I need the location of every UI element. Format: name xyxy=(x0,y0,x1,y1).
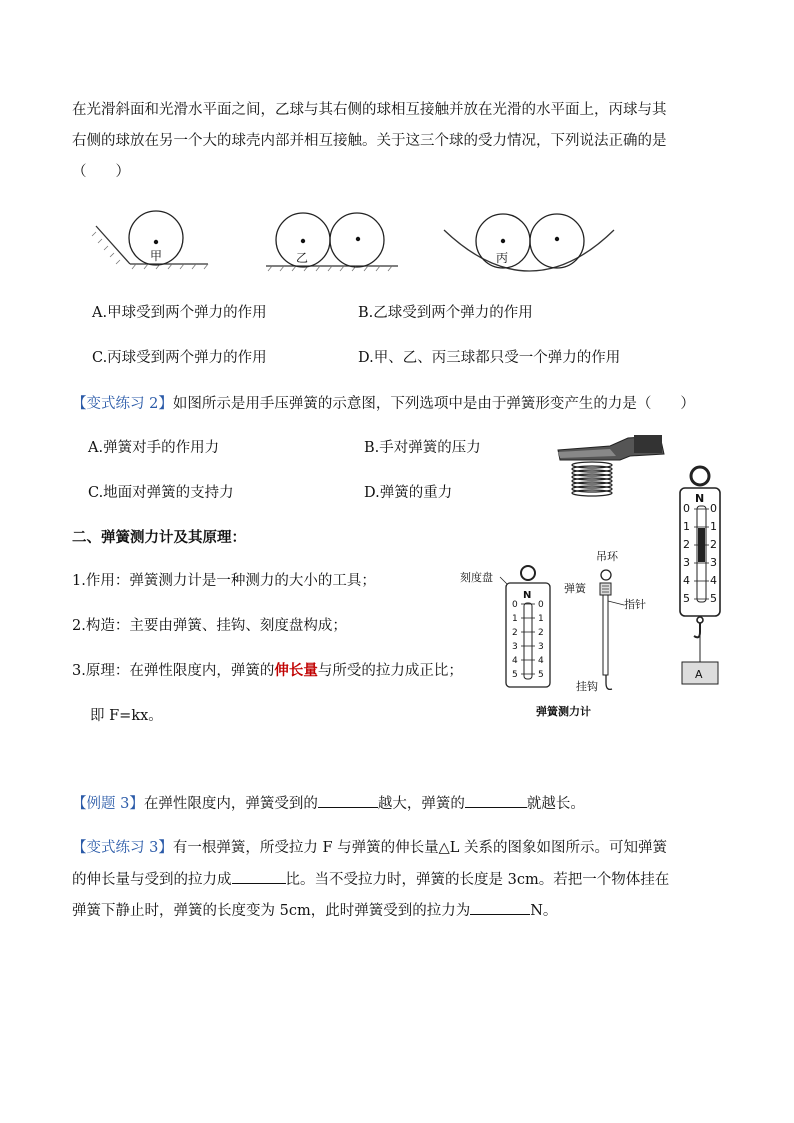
hook-label: 挂钩 xyxy=(576,680,598,693)
q3-line-3 xyxy=(72,900,557,921)
scale-tick-label: 3 xyxy=(683,556,690,569)
q3-line3-pre: 弹簧下静止时，弹簧的长度变为 5cm，此时弹簧受到的拉力为 xyxy=(72,903,471,919)
answer-blank-3[interactable] xyxy=(232,869,286,884)
scale-tick-label: 1 xyxy=(683,520,690,533)
q3-line2-post: 比。当不受拉力时，弹簧的长度是 3cm。若把一个物体挂在 xyxy=(285,872,670,888)
scale-tick-label: 4 xyxy=(538,656,544,666)
scale-tick-label: 5 xyxy=(512,670,518,680)
yi-label: 乙 xyxy=(296,251,309,265)
q3-line-1 xyxy=(72,838,667,858)
bing-ball-figure xyxy=(444,214,614,271)
q3-line3-post: N。 xyxy=(530,903,558,919)
ex3-part1: 在弹性限度内，弹簧受到的 xyxy=(143,796,318,812)
jia-ball-figure xyxy=(92,211,208,269)
q2-option-a: A.弹簧对手的作用力 xyxy=(88,440,220,456)
scale-tick-label: 5 xyxy=(710,592,717,605)
ex3-part2: 越大，弹簧的 xyxy=(377,796,465,812)
section-item-3 xyxy=(72,661,463,681)
q2-option-d: D.弹簧的重力 xyxy=(364,485,453,501)
block-label: A xyxy=(695,668,703,681)
question-text-line-2: 右侧的球放在另一个大的球壳内部并相互接触。关于这三个球的受力情况，下列说法正确的是 xyxy=(72,133,667,149)
pointer-label: 指针 xyxy=(624,598,646,611)
answer-blank-4[interactable] xyxy=(470,900,530,915)
answer-blank-1[interactable] xyxy=(318,793,378,808)
q2-prompt xyxy=(72,394,695,414)
scale-tick-label: 2 xyxy=(683,538,690,551)
scale-tick-label: 1 xyxy=(512,614,518,624)
ball-diagram xyxy=(0,0,794,300)
dial-label: 刻度盘 xyxy=(460,571,493,584)
ring-label: 吊环 xyxy=(596,550,618,563)
item-3-highlight: 伸长量 xyxy=(274,662,318,679)
meter-n: N xyxy=(523,590,532,601)
q2-option-c: C.地面对弹簧的支持力 xyxy=(88,485,234,501)
scale-tick-label: 5 xyxy=(538,670,544,680)
q2-text: 如图所示是用手压弹簧的示意图，下列选项中是由于弹簧形变产生的力是（ ） xyxy=(172,396,695,412)
scale-tick-label: 5 xyxy=(683,592,690,605)
option-d: D.甲、乙、丙三球都只受一个弹力的作用 xyxy=(358,350,621,366)
hand-spring-figure xyxy=(550,432,670,504)
answer-parentheses: （ ） xyxy=(72,164,130,180)
example-3 xyxy=(72,793,585,814)
scale-tick-label: 0 xyxy=(683,502,690,515)
scale-tick-label: 4 xyxy=(512,656,518,666)
scale-tick-label: 3 xyxy=(538,642,544,652)
q3-line1-text: 有一根弹簧，所受拉力 F 与弹簧的伸长量△L 关系的图象如图所示。可知弹簧 xyxy=(172,840,668,856)
caption-label: 弹簧测力计 xyxy=(536,705,591,718)
scale-tick-label: 3 xyxy=(512,642,518,652)
scale-tick-label: 2 xyxy=(512,628,518,638)
scale-tick-label: 1 xyxy=(538,614,544,624)
q3-line-2 xyxy=(72,869,669,890)
scale-tick-label: 3 xyxy=(710,556,717,569)
q3-tag: 【变式练习 3】 xyxy=(72,840,173,856)
section-item-1: 1.作用：弹簧测力计是一种测力的大小的工具； xyxy=(72,573,376,589)
bing-label: 丙 xyxy=(496,251,509,265)
scale-tick-label: 1 xyxy=(710,520,717,533)
answer-blank-2[interactable] xyxy=(465,793,527,808)
jia-label: 甲 xyxy=(150,249,163,263)
hanging-meter-figure xyxy=(670,460,740,690)
spring-label: 弹簧 xyxy=(564,582,586,595)
scale-tick-label: 4 xyxy=(710,574,717,587)
q3-line2-pre: 的伸长量与受到的拉力成 xyxy=(72,872,232,888)
hanging-meter-n: N xyxy=(695,492,705,505)
scale-tick-label: 0 xyxy=(512,600,518,610)
question-text-line-1: 在光滑斜面和光滑水平面之间，乙球与其右侧的球相互接触并放在光滑的水平面上，丙球与其 xyxy=(72,102,667,118)
option-b: B.乙球受到两个弹力的作用 xyxy=(358,305,533,321)
scale-tick-label: 2 xyxy=(538,628,544,638)
option-a: A.甲球受到两个弹力的作用 xyxy=(92,305,267,321)
q2-tag: 【变式练习 2】 xyxy=(72,396,173,412)
section-heading: 二、弹簧测力计及其原理： xyxy=(72,530,246,546)
spring-meter-figure xyxy=(460,545,660,720)
q2-option-b: B.手对弹簧的压力 xyxy=(364,440,481,456)
yi-ball-figure xyxy=(266,213,398,271)
scale-tick-label: 2 xyxy=(710,538,717,551)
scale-tick-label: 4 xyxy=(683,574,690,587)
ex3-part3: 就越长。 xyxy=(526,796,585,812)
item-3-post: 与所受的拉力成正比； xyxy=(317,663,463,679)
item-3-pre: 3.原理：在弹性限度内，弹簧的 xyxy=(72,663,275,679)
formula: 即 F=kx。 xyxy=(90,708,163,724)
scale-tick-label: 0 xyxy=(710,502,717,515)
example-3-tag: 【例题 3】 xyxy=(72,796,144,812)
scale-tick-label: 0 xyxy=(538,600,544,610)
option-c: C.丙球受到两个弹力的作用 xyxy=(92,350,267,366)
section-item-2: 2.构造：主要由弹簧、挂钩、刻度盘构成； xyxy=(72,618,347,634)
